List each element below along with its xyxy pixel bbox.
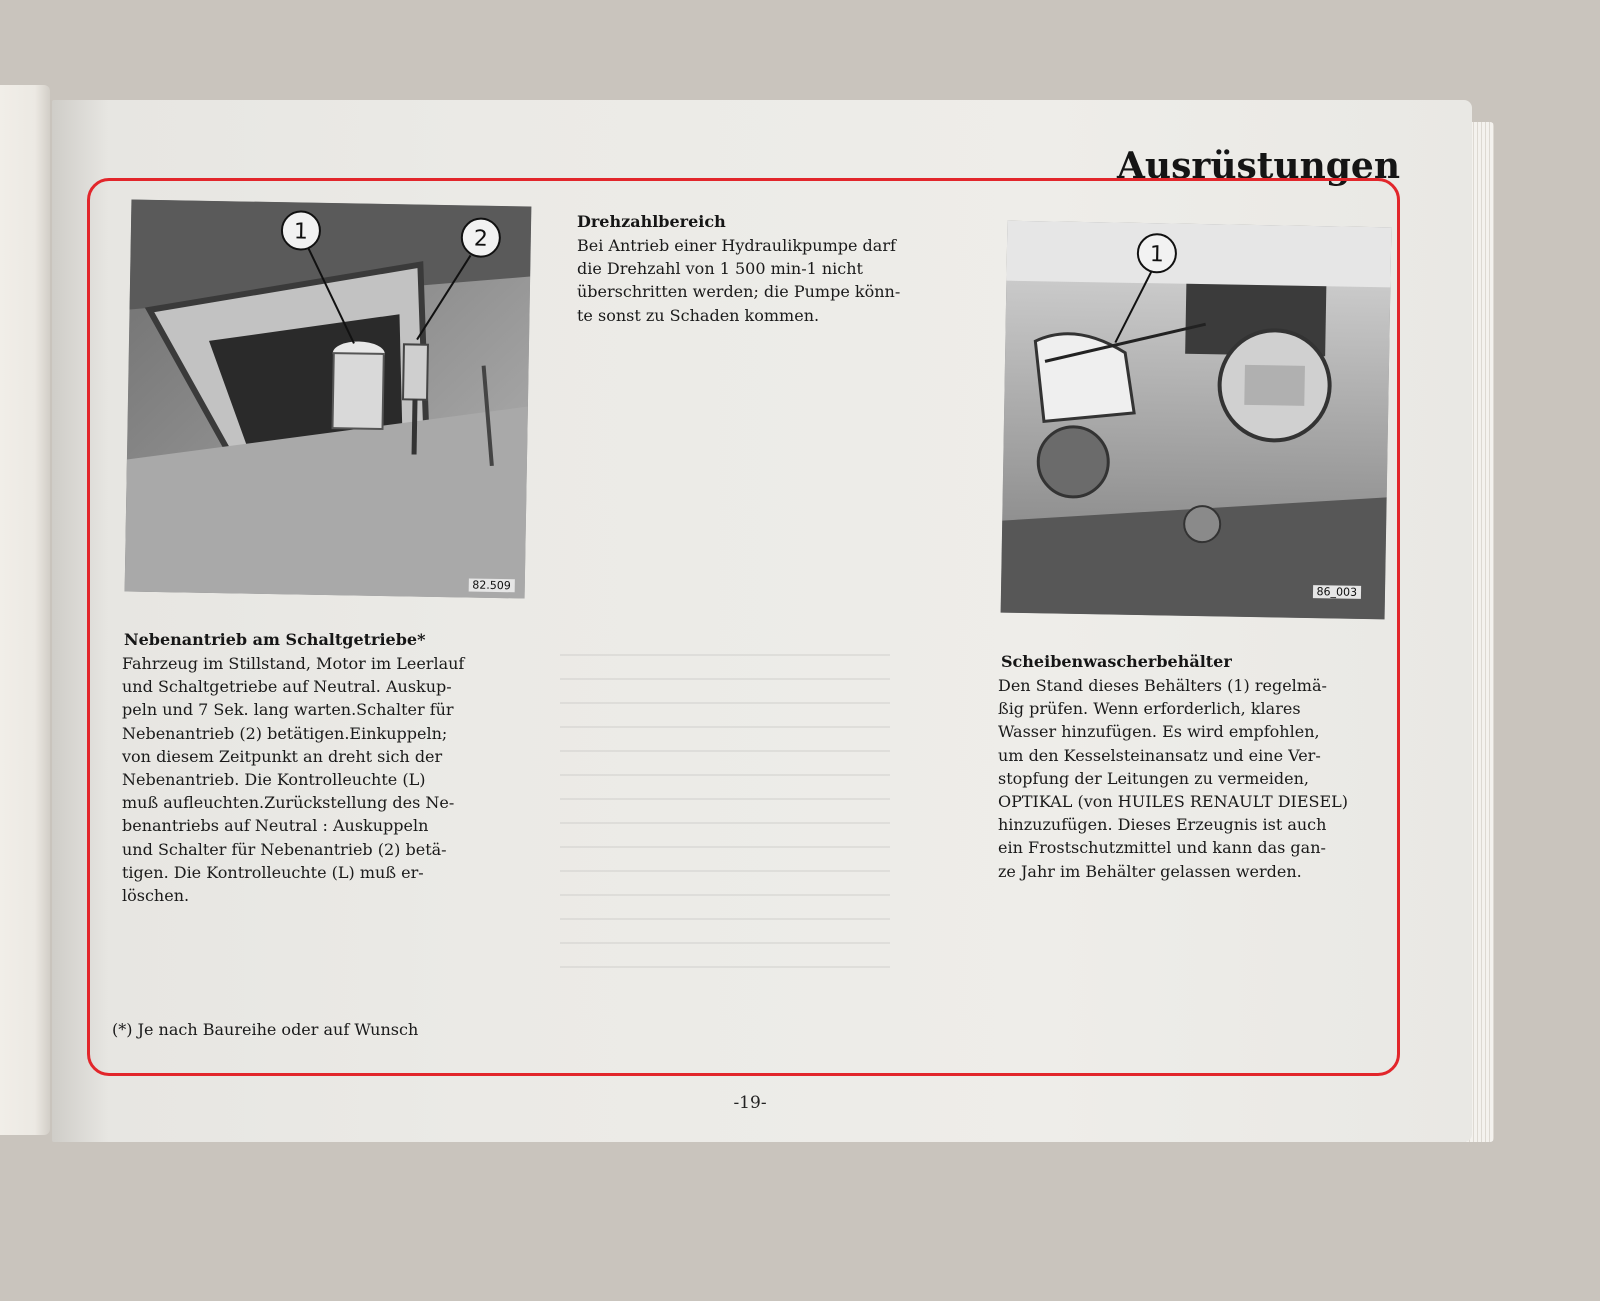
photo-reference-number: 82.509 bbox=[468, 578, 515, 592]
photo-washer-reservoir-illustration bbox=[1001, 221, 1392, 620]
text-line: ze Jahr im Behälter gelassen werden. bbox=[998, 861, 1302, 881]
section-body-scheibenwascher bbox=[998, 674, 1393, 883]
text-line: um den Kesselsteinansatz und eine Ver- bbox=[998, 745, 1321, 765]
text-line: Den Stand dieses Behälters (1) regelmä- bbox=[998, 676, 1327, 695]
facing-page-edge bbox=[0, 85, 50, 1135]
text-line: die Drehzahl von 1 500 min-1 nicht bbox=[577, 259, 863, 279]
callout-1-label: 1 bbox=[293, 219, 309, 245]
text-line: von diesem Zeitpunkt an dreht sich der bbox=[122, 746, 443, 766]
section-body-nebenantrieb bbox=[122, 652, 522, 907]
text-line: Nebenantrieb. Die Kontrolleuchte (L) bbox=[122, 770, 426, 790]
text-line: und Schalter für Nebenantrieb (2) betä- bbox=[122, 839, 447, 859]
page-title: Ausrüstungen bbox=[1116, 145, 1400, 187]
text-line: te sonst zu Schaden kommen. bbox=[577, 305, 820, 325]
photo-washer-reservoir bbox=[1001, 221, 1392, 620]
text-line: tigen. Die Kontrolleuchte (L) muß er- bbox=[122, 862, 424, 882]
photo-power-take-off-illustration bbox=[125, 200, 532, 599]
text-line: löschen. bbox=[122, 886, 190, 906]
text-line: und Schaltgetriebe auf Neutral. Auskup- bbox=[122, 677, 452, 697]
page-number: -19- bbox=[733, 1093, 767, 1113]
section-heading-drehzahl: Drehzahlbereich bbox=[577, 212, 726, 231]
text-line: Wasser hinzufügen. Es wird empfohlen, bbox=[998, 722, 1320, 742]
section-body-drehzahl bbox=[577, 234, 962, 327]
text-line: OPTIKAL (von HUILES RENAULT DIESEL) bbox=[998, 792, 1349, 812]
section-heading-nebenantrieb: Nebenantrieb am Schaltgetriebe* bbox=[124, 630, 426, 649]
callout-2-label: 2 bbox=[473, 226, 489, 252]
photo-power-take-off bbox=[125, 200, 532, 599]
section-heading-scheibenwascher: Scheibenwascherbehälter bbox=[1001, 652, 1232, 671]
callout-1-label: 1 bbox=[1149, 242, 1165, 268]
footnote: (*) Je nach Baureihe oder auf Wunsch bbox=[112, 1020, 419, 1039]
text-line: benantriebs auf Neutral : Auskuppeln bbox=[122, 816, 429, 836]
text-line: peln und 7 Sek. lang warten.Schalter für bbox=[122, 700, 454, 720]
text-line: stopfung der Leitungen zu vermeiden, bbox=[998, 768, 1310, 788]
text-line: Fahrzeug im Stillstand, Motor im Leerlauf bbox=[122, 654, 465, 673]
text-line: ein Frostschutzmittel und kann das gan- bbox=[998, 838, 1326, 858]
photo-reference-number: 86_003 bbox=[1312, 585, 1361, 599]
text-line: muß aufleuchten.Zurückstellung des Ne- bbox=[122, 793, 455, 813]
text-line: ßig prüfen. Wenn erforderlich, klares bbox=[998, 699, 1301, 719]
text-line: Nebenantrieb (2) betätigen.Einkuppeln; bbox=[122, 723, 448, 743]
text-line: hinzuzufügen. Dieses Erzeugnis ist auch bbox=[998, 815, 1327, 835]
text-line: überschritten werden; die Pumpe könn- bbox=[577, 282, 901, 302]
text-line: Bei Antrieb einer Hydraulikpumpe darf bbox=[577, 236, 896, 255]
